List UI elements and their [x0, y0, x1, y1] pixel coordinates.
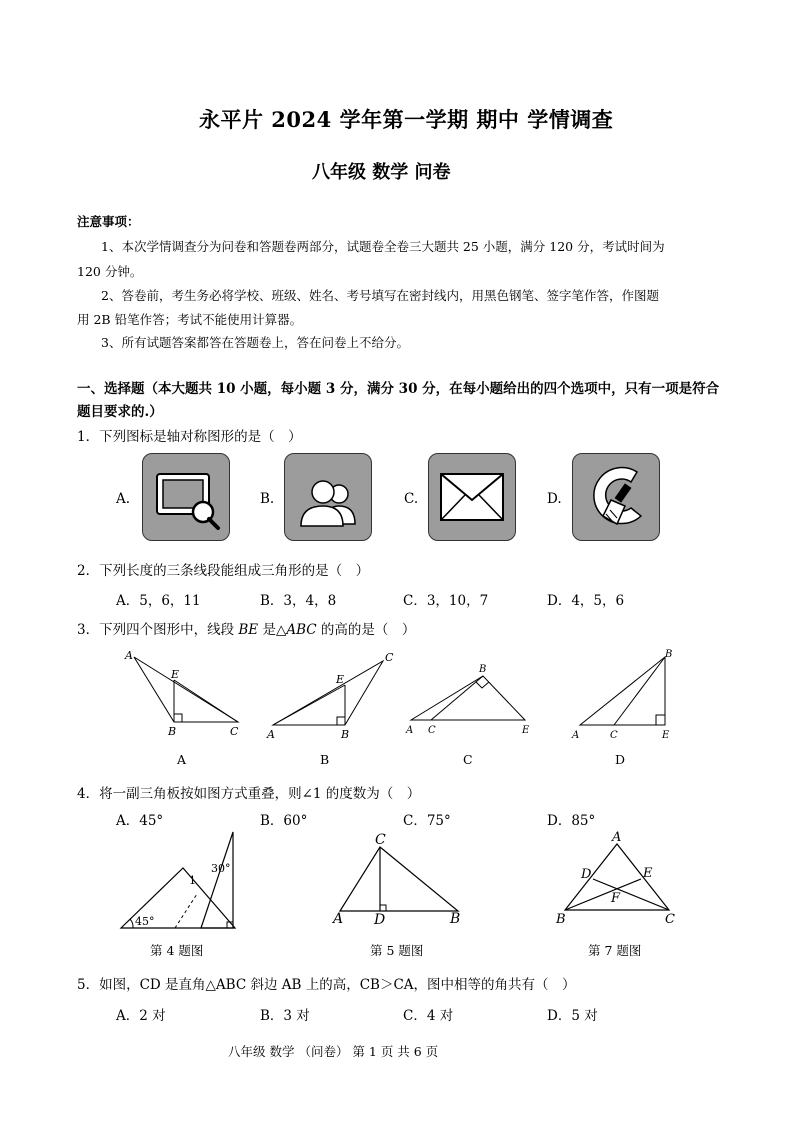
svg-text:C: C: [428, 725, 436, 736]
q4-option-a: A．45°: [116, 813, 164, 829]
svg-text:B: B: [450, 911, 461, 927]
svg-text:A: A: [125, 649, 133, 662]
note-item-3: 3、所有试题答案都答在答题卷上，答在问卷上不给分。: [101, 335, 409, 350]
q3-figure-c: [403, 658, 538, 743]
q3-caption-d: D: [615, 752, 626, 767]
svg-text:C: C: [375, 833, 386, 848]
svg-text:E: E: [522, 725, 530, 736]
fig5-triangle: [330, 833, 465, 928]
q4-option-d: D．85°: [547, 813, 596, 829]
svg-text:C: C: [665, 912, 675, 927]
q4-stem: 4．将一副三角板按如图方式重叠，则∠1 的度数为（ ）: [77, 786, 421, 802]
svg-text:30°: 30°: [211, 862, 231, 875]
svg-text:A: A: [267, 728, 275, 741]
section-heading-cont: 题目要求的.）: [77, 404, 163, 420]
q2-option-c: C．3，10，7: [403, 593, 489, 609]
svg-text:C: C: [385, 651, 394, 664]
q4-option-c: C．75°: [403, 813, 451, 829]
svg-text:A: A: [612, 830, 622, 845]
svg-text:E: E: [171, 668, 180, 681]
fig4-caption: 第 4 题图: [150, 943, 204, 958]
q2-option-b: B．3，4，8: [260, 593, 337, 609]
note-item-2-cont: 用 2B 铅笔作答；考试不能使用计算器。: [77, 312, 303, 327]
fig7-triangle: [553, 830, 683, 930]
svg-text:45°: 45°: [135, 915, 155, 928]
svg-text:F: F: [611, 891, 621, 906]
q3-figure-b: [265, 645, 405, 745]
q2-option-d: D．4，5，6: [547, 593, 625, 609]
q1-option-d-label: D.: [547, 491, 562, 507]
q5-option-c: C．4 对: [403, 1008, 454, 1024]
notes-heading: 注意事项：: [77, 214, 140, 229]
fig5-caption: 第 5 题图: [370, 943, 424, 958]
envelope-icon: [428, 453, 516, 541]
svg-text:C: C: [610, 730, 618, 741]
q3-caption-c: C: [463, 752, 473, 767]
users-icon: [284, 453, 372, 541]
svg-text:C: C: [230, 725, 239, 738]
q1-option-a-label: A.: [116, 491, 131, 507]
q3-figure-d: [570, 645, 680, 745]
note-item-1-cont: 120 分钟。: [77, 264, 143, 279]
cleaner-brush-icon: [572, 453, 660, 541]
q5-option-a: A．2 对: [116, 1008, 166, 1024]
q5-stem: 5．如图，CD 是直角△ABC 斜边 AB 上的高，CB＞CA，图中相等的角共有（ ）: [77, 977, 576, 993]
q3-caption-b: B: [320, 752, 330, 767]
section-heading: 一、选择题（本大题共 10 小题，每小题 3 分，满分 30 分，在每小题给出的四个选项中，只有一项是符合: [77, 381, 720, 397]
fig7-caption: 第 7 题图: [588, 943, 642, 958]
fig4-triangles: [115, 828, 245, 933]
svg-text:D: D: [374, 912, 386, 928]
q1-option-c-label: C.: [404, 491, 419, 507]
svg-text:B: B: [168, 725, 177, 738]
page-subtitle: 八年级 数学 问卷: [312, 162, 451, 183]
q4-option-b: B．60°: [260, 813, 308, 829]
page-title: 永平片 2024 学年第一学期 期中 学情调查: [199, 107, 614, 132]
svg-text:B: B: [665, 649, 673, 660]
svg-text:A: A: [333, 911, 344, 927]
q2-stem: 2．下列长度的三条线段能组成三角形的是（ ）: [77, 563, 370, 579]
q3-stem: 3．下列四个图形中，线段 BE 是△ABC 的高的是（ ）: [77, 622, 416, 638]
q3-caption-a: A: [177, 752, 187, 767]
svg-text:D: D: [581, 867, 592, 882]
svg-text:E: E: [336, 673, 345, 686]
q5-option-d: D．5 对: [547, 1008, 598, 1024]
svg-text:A: A: [406, 725, 414, 736]
svg-text:B: B: [341, 728, 350, 741]
tablet-search-icon: [142, 453, 230, 541]
q3-figure-a: [120, 645, 250, 745]
note-item-1: 1、本次学情调查分为问卷和答题卷两部分，试题卷全卷三大题共 25 小题，满分 120 分，考试时间为: [101, 239, 665, 254]
svg-text:E: E: [662, 730, 670, 741]
q1-stem: 1．下列图标是轴对称图形的是（ ）: [77, 429, 302, 445]
q5-option-b: B．3 对: [260, 1008, 310, 1024]
svg-text:B: B: [556, 912, 566, 927]
note-item-2: 2、答卷前，考生务必将学校、班级、姓名、考号填写在密封线内，用黑色钢笔、签字笔作答，作图题: [101, 288, 659, 303]
q2-option-a: A．5，6，11: [116, 593, 201, 609]
svg-text:1: 1: [189, 874, 196, 887]
svg-text:E: E: [643, 866, 653, 881]
svg-text:B: B: [479, 664, 487, 675]
svg-text:A: A: [572, 730, 580, 741]
page-footer: 八年级 数学 （问卷） 第 1 页 共 6 页: [228, 1044, 439, 1059]
q1-option-b-label: B.: [260, 491, 275, 507]
